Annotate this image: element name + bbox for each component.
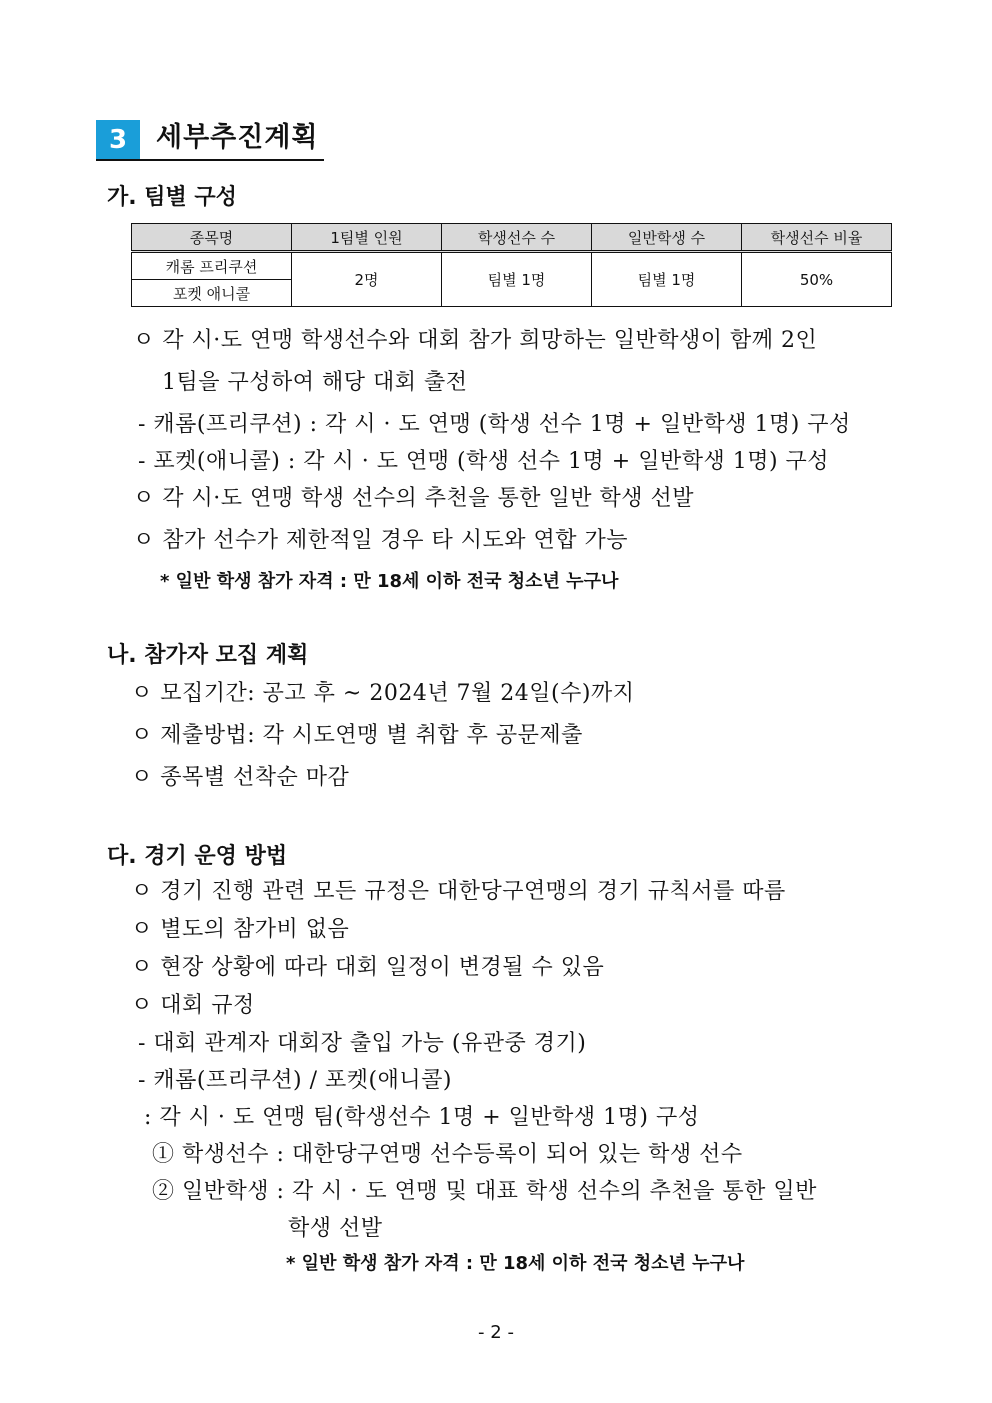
item-general-student-cont: 학생 선발 — [288, 1216, 383, 1241]
heading-recruitment: 나. 참가자 모집 계획 — [107, 643, 309, 668]
dash-events: - 캐롬(프리쿠션) / 포켓(애니콜) — [138, 1068, 452, 1093]
table-cell-student-athletes: 팀별 1명 — [442, 252, 592, 307]
table-cell-event: 포켓 애니콜 — [132, 280, 292, 307]
bullet-recruit-period: ㅇ 모집기간: 공고 후 ~ 2024년 7월 24일(수)까지 — [131, 681, 635, 706]
table-header: 일반학생 수 — [592, 224, 742, 252]
bullet-team-formation-cont: 1팀을 구성하여 해당 대회 출전 — [162, 370, 468, 395]
bullet-submission: ㅇ 제출방법: 각 시도연맹 별 취합 후 공문제출 — [131, 723, 583, 748]
bullet-regulations: ㅇ 대회 규정 — [131, 993, 255, 1018]
table-header: 학생선수 수 — [442, 224, 592, 252]
table-header: 종목명 — [132, 224, 292, 252]
dash-officials: - 대회 관계자 대회장 출입 가능 (유관중 경기) — [138, 1031, 587, 1056]
heading-operation: 다. 경기 운영 방법 — [107, 844, 288, 869]
bullet-team-formation: ㅇ 각 시·도 연맹 학생선수와 대회 참가 희망하는 일반학생이 함께 2인 — [133, 328, 818, 353]
dash-pocket: - 포켓(애니콜) : 각 시 · 도 연맹 (학생 선수 1명 + 일반학생 1명) 구성 — [138, 449, 830, 474]
section-underline — [96, 159, 324, 161]
table-header: 학생선수 비율 — [742, 224, 892, 252]
table-header: 1팀별 인원 — [292, 224, 442, 252]
heading-team-composition: 가. 팀별 구성 — [107, 185, 237, 210]
section-title: 세부추진계획 — [156, 122, 319, 153]
item-student-athlete: ① 학생선수 : 대한당구연맹 선수등록이 되어 있는 학생 선수 — [152, 1142, 743, 1167]
bullet-no-fee: ㅇ 별도의 참가비 없음 — [131, 917, 350, 942]
bullet-alliance: ㅇ 참가 선수가 제한적일 경우 타 시도와 연합 가능 — [133, 528, 628, 553]
team-composition-line: : 각 시 · 도 연맹 팀(학생선수 1명 + 일반학생 1명) 구성 — [144, 1105, 700, 1130]
section-number: 3 — [96, 120, 140, 160]
page-number: - 2 - — [478, 1322, 514, 1343]
table-cell-per-team: 2명 — [292, 252, 442, 307]
bullet-recommendation: ㅇ 각 시·도 연맹 학생 선수의 추천을 통한 일반 학생 선발 — [133, 486, 694, 511]
item-general-student: ② 일반학생 : 각 시 · 도 연맹 및 대표 학생 선수의 추천을 통한 일반 — [152, 1179, 817, 1204]
team-composition-table — [131, 223, 892, 307]
dash-carom: - 캐롬(프리쿠션) : 각 시 · 도 연맹 (학생 선수 1명 + 일반학생 1명) 구성 — [138, 412, 851, 437]
bullet-deadline: ㅇ 종목별 선착순 마감 — [131, 765, 350, 790]
bullet-schedule: ㅇ 현장 상황에 따라 대회 일정이 변경될 수 있음 — [131, 955, 605, 980]
table-cell-general-students: 팀별 1명 — [592, 252, 742, 307]
table-cell-ratio: 50% — [742, 252, 892, 307]
table-header-row — [132, 224, 892, 252]
bullet-rules: ㅇ 경기 진행 관련 모든 규정은 대한당구연맹의 경기 규칙서를 따름 — [131, 879, 786, 904]
table-row — [132, 252, 892, 280]
table-cell-event: 캐롬 프리쿠션 — [132, 252, 292, 280]
note-eligibility-2: * 일반 학생 참가 자격 : 만 18세 이하 전국 청소년 누구나 — [286, 1253, 745, 1274]
note-eligibility: * 일반 학생 참가 자격 : 만 18세 이하 전국 청소년 누구나 — [160, 571, 619, 592]
